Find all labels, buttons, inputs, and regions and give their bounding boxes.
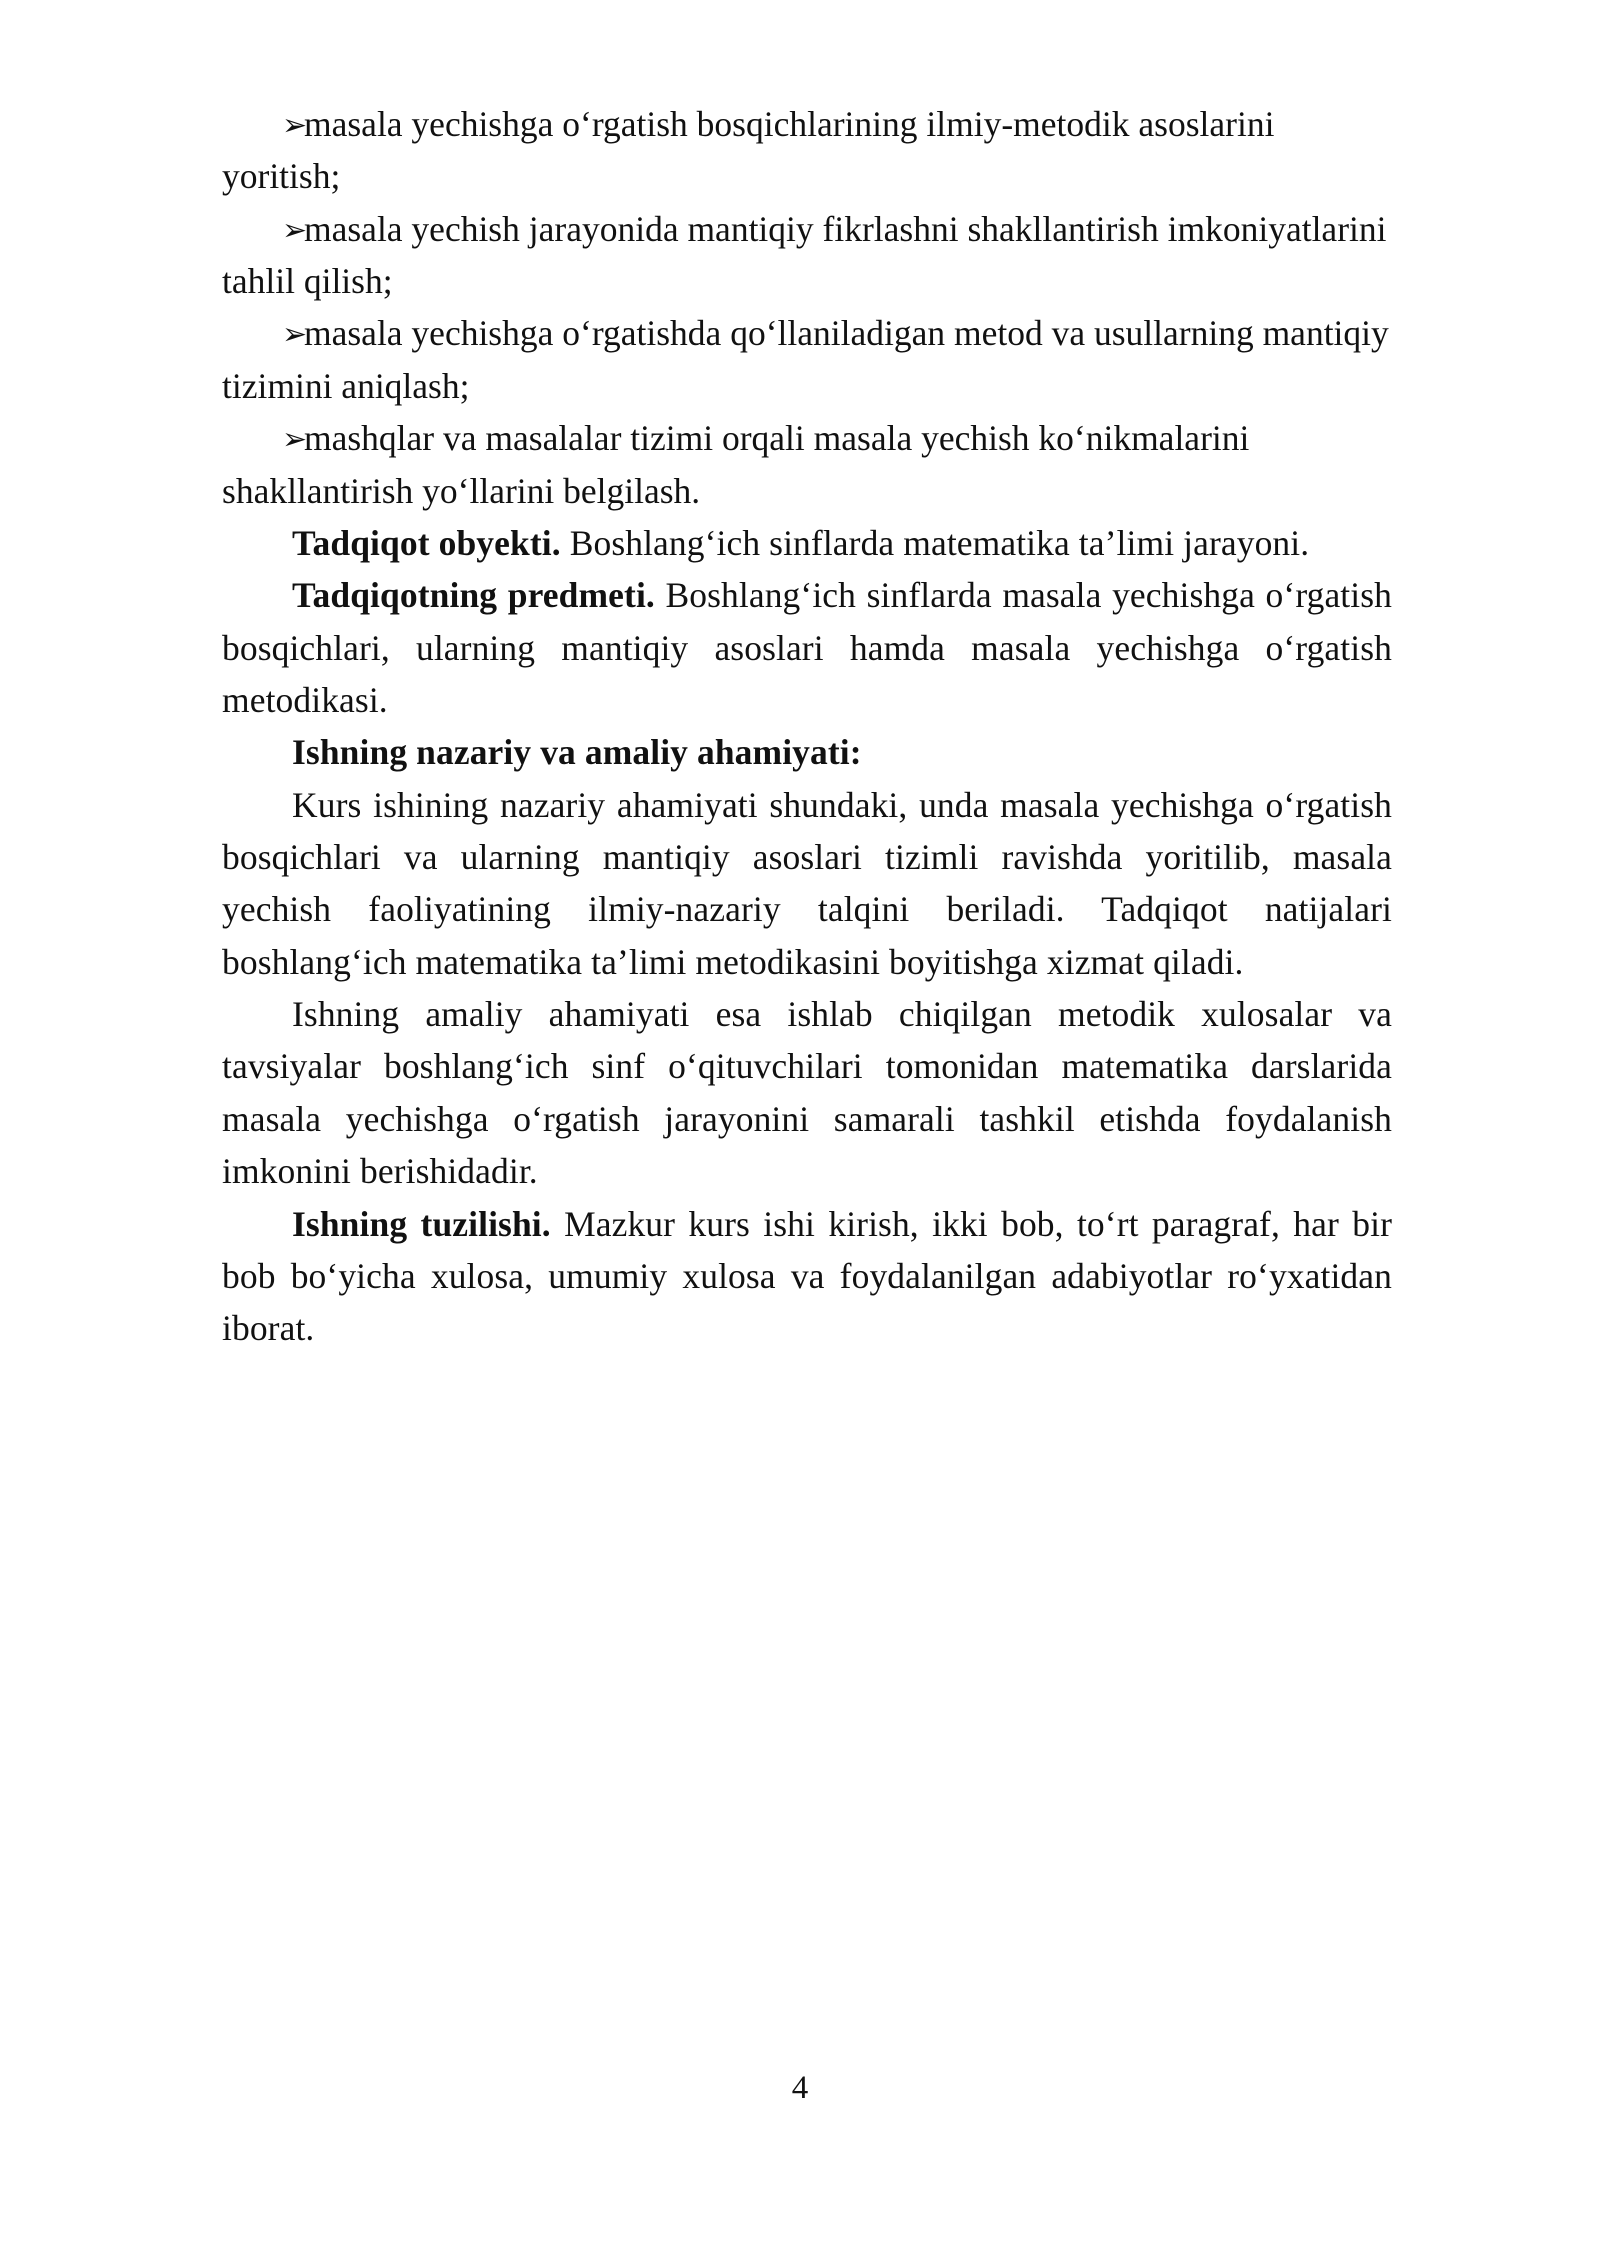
list-item-text: masala yechishga o‘rgatish bosqichlarining ilmiy-metodik asoslarini yoritish; — [222, 104, 1275, 197]
list-item-text: mashqlar va masalalar tizimi orqali masala yechish ko‘nikmalarini shakllantirish yo‘llarini belgilash. — [222, 418, 1250, 511]
paragraph-nazariy-ahamiyat — [222, 779, 1392, 988]
paragraph-lead-label: Ishning tuzilishi. — [292, 1203, 551, 1244]
objectives-list — [222, 98, 1392, 517]
paragraph-amaliy-ahamiyat — [222, 988, 1392, 1197]
paragraph-body-text: Kurs ishining nazariy ahamiyati shundaki, unda masala yechishga o‘rgatish bosqichlari va ularning mantiqiy asoslari tizimli ravishda yoritilib, masala yechish faoliyatining ilmiy-nazariy talqini beriladi. Tadqiqot natijalari boshlang‘ich matematika ta’limi metodikasini boyitishga xizmat qiladi. — [222, 784, 1392, 982]
list-item — [222, 98, 1392, 203]
paragraph-body-text: Ishning amaliy ahamiyati esa ishlab chiqilgan metodik xulosalar va tavsiyalar boshlang‘ich sinf o‘qituvchilari tomonidan matematika darslarida masala yechishga o‘rgatish jarayonini samarali tashkil etishda foydalanish imkonini berishidadir. — [222, 994, 1392, 1192]
arrowhead-bullet-icon: ➢ — [282, 108, 308, 143]
arrowhead-bullet-icon: ➢ — [282, 212, 308, 248]
paragraph-body-text: Mazkur kurs ishi kirish, ikki bob, to‘rt paragraf, har bir bob bo‘yicha xulosa, umumiy xulosa va foydalanilgan adabiyotlar ro‘yxatidan iborat. — [222, 1203, 1393, 1349]
paragraph-body-text: Boshlang‘ich sinflarda matematika ta’limi jarayoni. — [560, 522, 1310, 563]
list-item — [222, 203, 1392, 308]
list-item — [222, 307, 1392, 412]
paragraph-lead-label: Tadqiqot obyekti. — [292, 522, 561, 563]
paragraph-lead-label: Tadqiqotning predmeti. — [292, 575, 655, 616]
paragraph-tadqiqotning-predmeti — [222, 569, 1392, 726]
page-number: 4 — [791, 2070, 809, 2106]
paragraph-body-text: Boshlang‘ich sinflarda masala yechishga o‘rgatish bosqichlari, ularning mantiqiy asoslari hamda masala yechishga o‘rgatish metodikasi. — [222, 575, 1392, 720]
paragraph-tadqiqot-obyekti — [222, 517, 1392, 569]
arrowhead-bullet-icon: ➢ — [282, 422, 308, 458]
list-item-text: masala yechish jarayonida mantiqiy fikrlashni shakllantirish imkoniyatlarini tahlil qilish; — [222, 208, 1387, 302]
paragraph-lead-label: Ishning nazariy va amaliy ahamiyati: — [292, 732, 862, 773]
page-content — [222, 98, 1392, 1355]
list-item-text: masala yechishga o‘rgatishda qo‘llaniladigan metod va usullarning mantiqiy tizimini aniqlash; — [222, 313, 1389, 406]
heading-ishning-nazariy-va-amaliy-ahamiyati — [222, 726, 1392, 778]
list-item — [222, 412, 1392, 517]
paragraph-ishning-tuzilishi — [222, 1198, 1392, 1355]
arrowhead-bullet-icon: ➢ — [282, 317, 308, 353]
